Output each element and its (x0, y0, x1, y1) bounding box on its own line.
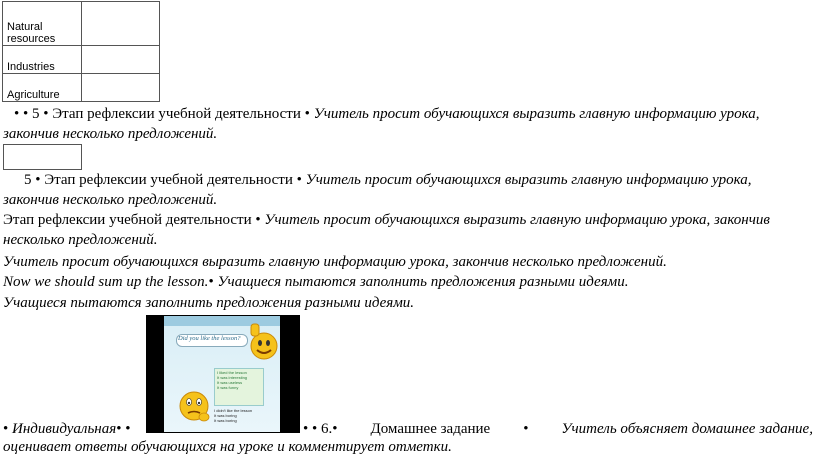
bullets: • • 5 • (14, 106, 49, 122)
stage-number: • • 6.• (303, 421, 338, 437)
homework-line (303, 419, 813, 439)
table-cell-empty (82, 74, 160, 102)
stage-heading: Этап рефлексии учебной деятельности (40, 172, 297, 188)
teacher-instruction-continued: закончив несколько предложений. (3, 192, 218, 208)
reflection-paragraph-2 (24, 170, 752, 190)
homework-text-continued: оценивает ответы обучающихся на уроке и комментирует отметки. (3, 439, 452, 455)
note-line: It was funny (217, 385, 239, 390)
teacher-instruction-continued: закончив несколько предложений. (3, 126, 218, 142)
note-line: It was useless (217, 380, 243, 385)
bullet: • (296, 172, 302, 188)
slide-answer-note (214, 368, 264, 406)
table-row-label: Industries (3, 46, 82, 74)
summary-line (3, 272, 629, 292)
bullet: • (523, 421, 529, 437)
teacher-instruction: Учитель просит обучающихся выразить главную информацию урока, (301, 172, 752, 188)
stage-number: 5 • (24, 172, 41, 188)
table-cell-empty (82, 46, 160, 74)
bullet: • (208, 274, 214, 290)
teacher-instruction: Учитель просит обучающихся выразить главную информацию урока, (309, 106, 760, 122)
summary-english: Now we should sum up the lesson. (3, 274, 209, 290)
slide-screen (164, 316, 280, 432)
bullet: • (304, 106, 310, 122)
teacher-instruction-continued: несколько предложений. (3, 232, 158, 248)
homework-label: Домашнее задание (370, 421, 491, 437)
note-line: I liked the lesson (217, 370, 247, 375)
teacher-instruction: Учитель просит обучающихся выразить главную информацию урока, закончив (260, 212, 770, 228)
individual-text: Индивидуальная (8, 421, 117, 437)
table-row-label: Natural resources (3, 2, 82, 46)
bullet: • (255, 212, 261, 228)
bullet: • (3, 421, 9, 437)
individual-work-label (3, 419, 130, 439)
empty-box (3, 144, 82, 170)
stage-heading: Этап рефлексии учебной деятельности (3, 212, 256, 228)
stage-heading: Этап рефлексии учебной деятельности (48, 106, 305, 122)
list-line: It was boring (214, 418, 237, 423)
list-line: I didn't like the lesson (214, 408, 253, 413)
reflection-paragraph-1 (14, 104, 760, 124)
teacher-instruction-line: Учитель просит обучающихся выразить главную информацию урока, закончив несколько предложений. (3, 254, 667, 270)
students-fill-sentences: Учащиеся пытаются заполнить предложения разными идеями. (213, 274, 629, 290)
reflection-paragraph-3 (3, 210, 770, 230)
lesson-slide-image (146, 315, 300, 433)
homework-text: Учитель объясняет домашнее задание, (561, 421, 813, 437)
table-row-label: Agriculture (3, 74, 82, 102)
table-cell-empty (82, 2, 160, 46)
slide-title: Did you like the lesson? (178, 335, 241, 342)
thinking-smiley-icon (176, 386, 212, 426)
list-line: It was boring (214, 413, 237, 418)
resources-table (2, 1, 160, 102)
thumbs-up-smiley-icon (248, 322, 280, 362)
slide-negative-list (214, 408, 252, 423)
students-fill-sentences-line: Учащиеся пытаются заполнить предложения разными идеями. (3, 295, 415, 311)
note-line: It was interesting (217, 375, 248, 380)
bullets: • • (116, 421, 131, 437)
